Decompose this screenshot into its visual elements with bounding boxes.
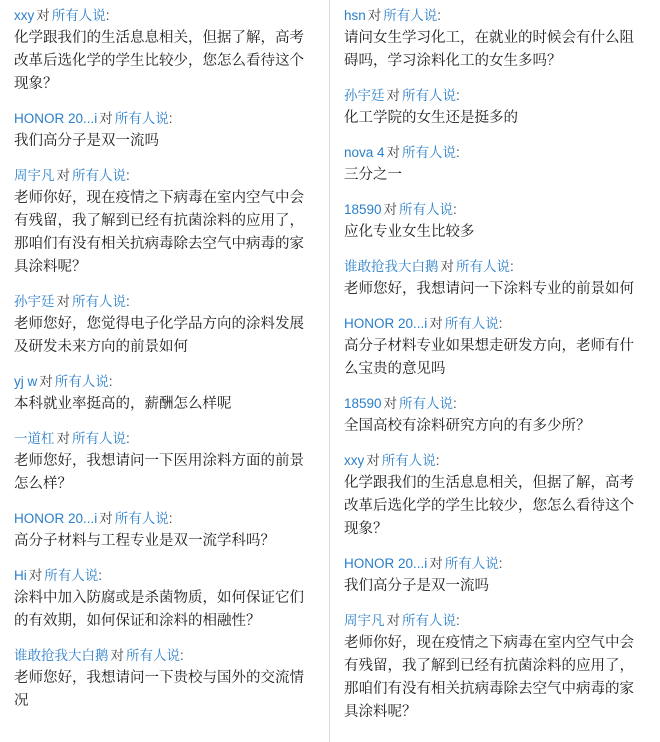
chat-message-header bbox=[344, 143, 646, 162]
chat-sender-name[interactable]: 孙宇廷 bbox=[344, 88, 385, 103]
chat-message-text: 老师您好，我想请问一下医用涂料方面的前景怎么样？ bbox=[14, 453, 304, 492]
chat-target-name[interactable]: 所有人说 bbox=[72, 168, 126, 183]
chat-colon: : bbox=[510, 259, 514, 274]
chat-colon: : bbox=[126, 294, 130, 309]
chat-colon: : bbox=[435, 453, 440, 468]
chat-message-text: 本科就业率挺高的，薪酬怎么样呢 bbox=[14, 396, 232, 412]
chat-message-header bbox=[344, 200, 646, 219]
chat-to-word: 对 bbox=[366, 453, 380, 468]
chat-sender-name[interactable]: HONOR 20...i bbox=[14, 511, 98, 526]
chat-message-header bbox=[344, 86, 646, 105]
chat-sender-name[interactable]: HONOR 20...i bbox=[344, 556, 428, 571]
chat-target-name[interactable]: 所有人说 bbox=[402, 613, 456, 628]
chat-message bbox=[14, 292, 315, 359]
chat-message bbox=[14, 372, 315, 416]
chat-to-word: 对 bbox=[56, 168, 70, 183]
chat-message-header bbox=[344, 611, 646, 630]
chat-sender-name[interactable]: 谁敢抢我大白鹅 bbox=[14, 648, 109, 663]
chat-message-text: 老师您好，我想请问一下涂料专业的前景如何 bbox=[344, 281, 634, 297]
chat-target-name[interactable]: 所有人说 bbox=[72, 431, 126, 446]
chat-message bbox=[344, 394, 646, 438]
chat-message-header bbox=[14, 6, 315, 25]
chat-message-text: 高分子材料专业如果想走研发方向，老师有什么宝贵的意见吗 bbox=[344, 338, 634, 377]
chat-message-header bbox=[344, 314, 646, 333]
chat-sender-name[interactable]: 周宇凡 bbox=[344, 613, 385, 628]
chat-to-word: 对 bbox=[56, 431, 70, 446]
chat-message-header bbox=[14, 372, 315, 391]
chat-message-header bbox=[14, 509, 315, 528]
chat-target-name[interactable]: 所有人说 bbox=[44, 568, 99, 583]
chat-to-word: 对 bbox=[367, 8, 382, 23]
chat-message-header bbox=[344, 451, 646, 470]
chat-target-name[interactable]: 所有人说 bbox=[399, 396, 454, 411]
chat-message bbox=[344, 554, 646, 598]
chat-to-word: 对 bbox=[386, 88, 400, 103]
chat-message bbox=[344, 6, 646, 73]
chat-message-header bbox=[14, 166, 315, 185]
chat-to-word: 对 bbox=[110, 648, 124, 663]
chat-colon: : bbox=[168, 111, 173, 126]
chat-message-header bbox=[344, 554, 646, 573]
chat-target-name[interactable]: 所有人说 bbox=[383, 8, 438, 23]
chat-target-name[interactable]: 所有人说 bbox=[381, 453, 436, 468]
chat-message bbox=[14, 566, 315, 633]
chat-target-name[interactable]: 所有人说 bbox=[399, 202, 454, 217]
chat-colon: : bbox=[180, 648, 184, 663]
chat-message-text: 化工学院的女生还是挺多的 bbox=[344, 110, 518, 126]
chat-target-name[interactable]: 所有人说 bbox=[126, 648, 180, 663]
chat-sender-name[interactable]: 周宇凡 bbox=[14, 168, 55, 183]
chat-target-name[interactable]: 所有人说 bbox=[402, 88, 456, 103]
chat-message-text: 老师你好，现在疫情之下病毒在室内空气中会有残留，我了解到已经有抗菌涂料的应用了，那咱们有没有相关抗病毒除去空气中病毒的家具涂料呢？ bbox=[344, 635, 634, 720]
chat-colon: : bbox=[126, 168, 130, 183]
chat-sender-name[interactable]: hsn bbox=[344, 8, 366, 23]
chat-message-text: 全国高校有涂料研究方向的有多少所？ bbox=[344, 418, 591, 434]
chat-message-text: 化学跟我们的生活息息相关，但据了解，高考改革后选化学的学生比较少，您怎么看待这个现象？ bbox=[14, 30, 304, 92]
chat-to-word: 对 bbox=[36, 8, 50, 23]
chat-to-word: 对 bbox=[386, 613, 400, 628]
chat-colon: : bbox=[437, 8, 442, 23]
chat-sender-name[interactable]: 孙宇廷 bbox=[14, 294, 55, 309]
chat-message-header bbox=[14, 292, 315, 311]
chat-target-name[interactable]: 所有人说 bbox=[51, 8, 106, 23]
chat-sender-name[interactable]: 谁敢抢我大白鹅 bbox=[344, 259, 439, 274]
chat-message bbox=[14, 6, 315, 96]
chat-colon: : bbox=[126, 431, 130, 446]
chat-message bbox=[14, 109, 315, 153]
chat-message-header bbox=[14, 429, 315, 448]
chat-to-word: 对 bbox=[383, 396, 398, 411]
chat-target-name[interactable]: 所有人说 bbox=[114, 511, 169, 526]
chat-sender-name[interactable]: 一道杠 bbox=[14, 431, 55, 446]
chat-message bbox=[14, 166, 315, 279]
chat-message bbox=[344, 314, 646, 381]
chat-colon: : bbox=[105, 8, 110, 23]
chat-message bbox=[344, 143, 646, 187]
chat-message-text: 请问女生学习化工，在就业的时候会有什么阻碍吗，学习涂料化工的女生多吗？ bbox=[344, 30, 634, 69]
chat-message-header bbox=[14, 109, 315, 128]
chat-colon: : bbox=[168, 511, 173, 526]
chat-target-name[interactable]: 所有人说 bbox=[72, 294, 126, 309]
chat-message bbox=[344, 257, 646, 301]
chat-colon: : bbox=[453, 396, 457, 411]
chat-message-header bbox=[344, 394, 646, 413]
chat-to-word: 对 bbox=[56, 294, 70, 309]
chat-to-word: 对 bbox=[39, 374, 53, 389]
chat-target-name[interactable]: 所有人说 bbox=[114, 111, 169, 126]
chat-to-word: 对 bbox=[429, 316, 443, 331]
chat-message bbox=[344, 451, 646, 541]
chat-column-right[interactable] bbox=[330, 0, 660, 742]
chat-message bbox=[344, 200, 646, 244]
chat-message-header bbox=[344, 6, 646, 25]
chat-target-name[interactable]: 所有人说 bbox=[456, 259, 510, 274]
chat-colon: : bbox=[456, 145, 460, 160]
chat-message-text: 三分之一 bbox=[344, 167, 402, 183]
chat-colon: : bbox=[498, 556, 503, 571]
chat-message bbox=[14, 646, 315, 713]
chat-message-text: 化学跟我们的生活息息相关，但据了解，高考改革后选化学的学生比较少，您怎么看待这个现象？ bbox=[344, 475, 634, 537]
chat-colon: : bbox=[453, 202, 457, 217]
chat-target-name[interactable]: 所有人说 bbox=[402, 145, 457, 160]
chat-message-header bbox=[14, 646, 315, 665]
chat-sender-name[interactable]: yj w bbox=[14, 374, 38, 389]
chat-colon: : bbox=[498, 316, 503, 331]
chat-sender-name[interactable]: xxy bbox=[344, 453, 365, 468]
chat-target-name[interactable]: 所有人说 bbox=[54, 374, 109, 389]
chat-colon: : bbox=[98, 568, 103, 583]
chat-message bbox=[14, 509, 315, 553]
chat-message-text: 我们高分子是双一流吗 bbox=[344, 578, 489, 594]
chat-sender-name[interactable]: xxy bbox=[14, 8, 35, 23]
chat-colon: : bbox=[108, 374, 113, 389]
chat-message-header bbox=[344, 257, 646, 276]
chat-to-word: 对 bbox=[429, 556, 443, 571]
chat-message-text: 涂料中加入防腐或是杀菌物质，如何保证它们的有效期，如何保证和涂料的相融性？ bbox=[14, 590, 304, 629]
chat-message bbox=[14, 429, 315, 496]
chat-sender-name[interactable]: HONOR 20...i bbox=[344, 316, 428, 331]
chat-target-name[interactable]: 所有人说 bbox=[444, 316, 499, 331]
chat-colon: : bbox=[456, 88, 460, 103]
chat-message-header bbox=[14, 566, 315, 585]
chat-to-word: 对 bbox=[99, 511, 113, 526]
chat-sender-name[interactable]: 18590 bbox=[344, 202, 382, 217]
chat-to-word: 对 bbox=[28, 568, 43, 583]
chat-message-text: 老师您好，您觉得电子化学品方向的涂料发展及研发未来方向的前景如何 bbox=[14, 316, 304, 355]
chat-to-word: 对 bbox=[440, 259, 454, 274]
chat-message bbox=[344, 611, 646, 724]
chat-message bbox=[344, 86, 646, 130]
chat-message-text: 我们高分子是双一流吗 bbox=[14, 133, 159, 149]
chat-colon: : bbox=[456, 613, 460, 628]
chat-sender-name[interactable]: HONOR 20...i bbox=[14, 111, 98, 126]
chat-message-text: 高分子材料与工程专业是双一流学科吗？ bbox=[14, 533, 275, 549]
chat-message-text: 老师你好，现在疫情之下病毒在室内空气中会有残留，我了解到已经有抗菌涂料的应用了，那咱们有没有相关抗病毒除去空气中病毒的家具涂料呢？ bbox=[14, 190, 304, 275]
chat-to-word: 对 bbox=[383, 202, 398, 217]
chat-to-word: 对 bbox=[386, 145, 401, 160]
chat-sender-name[interactable]: nova 4 bbox=[344, 145, 385, 160]
chat-message-text: 应化专业女生比较多 bbox=[344, 224, 475, 240]
chat-sender-name[interactable]: Hi bbox=[14, 568, 27, 583]
chat-target-name[interactable]: 所有人说 bbox=[444, 556, 499, 571]
chat-sender-name[interactable]: 18590 bbox=[344, 396, 382, 411]
chat-to-word: 对 bbox=[99, 111, 113, 126]
chat-message-text: 老师您好，我想请问一下贵校与国外的交流情况 bbox=[14, 670, 304, 709]
